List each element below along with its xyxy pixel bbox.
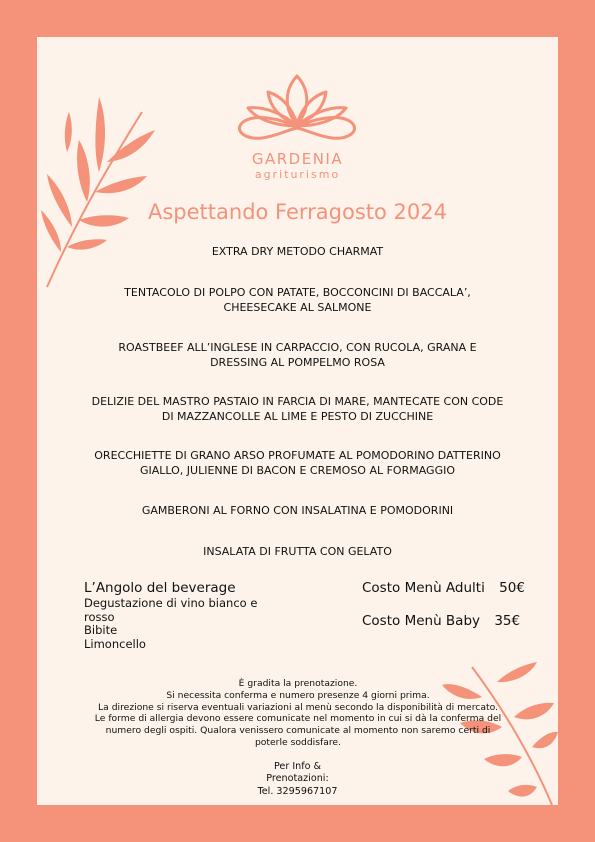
course-item: GAMBERONI AL FORNO CON INSALATINA E POMODORINI — [141, 504, 454, 517]
page-title: Aspettando Ferragosto 2024 — [148, 200, 447, 224]
course-item: DELIZIE DEL MASTRO PASTAIO IN FARCIA DI MARE, MANTECATE CON CODE DI MAZZANCOLLE AL LIME E PESTO DI ZUCCHINE — [91, 395, 504, 423]
info-line: Per Info & — [273, 761, 322, 772]
course-item: ROASTBEEF ALL’INGLESE IN CARPACCIO, CON RUCOLA, GRANA E DRESSING AL POMPELMO ROSA — [118, 341, 477, 369]
note-line: Le forme di allergia devono essere comunicate nel momento in cui si dà la conferma del numero degli ospiti. Qualora venissero comunicate al momento non saremo certi di poterle soddisfare. — [94, 713, 502, 748]
brand-subtitle: agriturismo — [254, 168, 341, 181]
beverage-item: Bibite — [84, 623, 118, 637]
price-label: Costo Menù Adulti — [362, 580, 485, 596]
price-label: Costo Menù Baby — [362, 613, 481, 629]
price-baby — [362, 613, 520, 629]
beverage-item: Limoncello — [84, 636, 146, 651]
beverage-item: Degustazione di vino bianco e rosso — [84, 596, 258, 624]
course-item: TENTACOLO DI POLPO CON PATATE, BOCCONCINI DI BACCALA’, CHEESECAKE AL SALMONE — [124, 286, 471, 314]
note-line: È gradita la prenotazione. — [238, 678, 358, 689]
price-value: 35€ — [494, 613, 521, 629]
beverage-title: L’Angolo del beverage — [84, 580, 236, 596]
beverage-section — [84, 580, 264, 651]
course-item: ORECCHIETTE DI GRANO ARSO PROFUMATE AL POMODORINO DATTERINO GIALLO, JULIENNE DI BACON E CREMOSO AL FORMAGGIO — [94, 449, 501, 477]
course-item: EXTRA DRY METODO CHARMAT — [211, 245, 384, 258]
price-value: 50€ — [499, 580, 525, 596]
notes-section — [88, 678, 508, 749]
note-line: Si necessita conferma e numero presenze 4 giorni prima. — [166, 689, 430, 701]
brand-name: GARDENIA — [251, 150, 344, 168]
price-adult — [362, 580, 525, 596]
lotus-logo-icon — [232, 68, 362, 148]
leaf-branch-icon — [37, 92, 157, 292]
course-item: INSALATA DI FRUTTA CON GELATO — [203, 545, 392, 558]
note-line: La direzione si riserva eventuali variazioni al menù secondo la disponibilità di mercato. — [98, 701, 498, 713]
info-line: Prenotazioni: — [266, 773, 329, 784]
phone-number[interactable]: Tel. 3295967107 — [257, 786, 338, 797]
